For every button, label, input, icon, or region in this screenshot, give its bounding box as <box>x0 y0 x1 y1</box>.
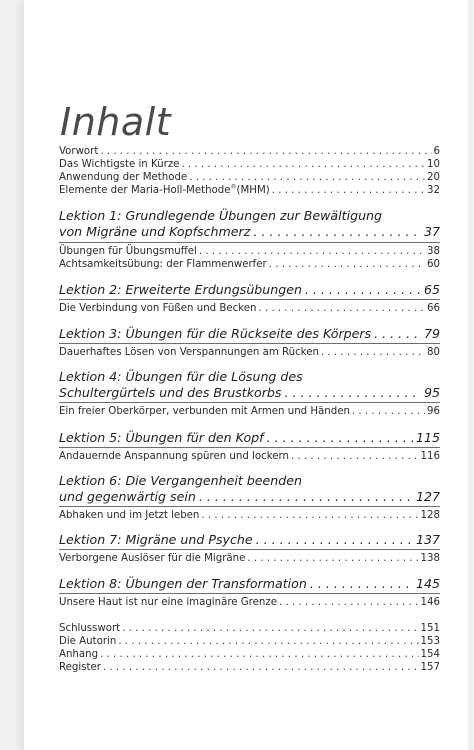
toc-entry-vorwort[interactable] <box>59 145 440 158</box>
dot-leader <box>352 405 425 418</box>
toc-page-number: 80 <box>427 347 440 358</box>
lesson-title-line: Lektion 4: Übungen für die Lösung des <box>59 369 303 384</box>
toc-page-number: 20 <box>427 172 440 183</box>
toc-page-number: 128 <box>420 510 440 521</box>
toc-lesson-8[interactable] <box>59 576 440 592</box>
divider <box>59 343 440 344</box>
dot-leader <box>272 184 425 197</box>
divider <box>59 593 440 594</box>
dot-leader <box>100 145 431 158</box>
toc-entry-label: Schlusswort <box>59 623 121 634</box>
toc-entry-anhang[interactable] <box>59 648 440 661</box>
book-page <box>24 0 468 750</box>
toc-page-number: 96 <box>427 406 440 417</box>
lesson-title: Schultergürtels und des Brustkorbs <box>59 385 282 400</box>
lesson-title: Lektion 8: Übungen der Transformation <box>59 576 307 591</box>
toc-lesson-3[interactable] <box>59 326 440 342</box>
toc-lesson-7[interactable] <box>59 532 440 548</box>
toc-page-number: 116 <box>420 451 440 462</box>
toc-page-number: 6 <box>433 146 440 157</box>
toc-page-number: 10 <box>427 159 440 170</box>
toc-subentry[interactable] <box>59 258 440 271</box>
dot-leader <box>118 635 418 648</box>
toc-page-number: 151 <box>420 623 440 634</box>
lesson-page-number: 79 <box>423 326 440 341</box>
dot-leader <box>103 661 419 674</box>
divider <box>59 242 440 243</box>
lesson-page-number: 37 <box>423 224 440 239</box>
toc-entry-label: Die Autorin <box>59 636 117 647</box>
toc-entry-label: Achtsamkeitsübung: der Flammenwerfer <box>59 259 267 270</box>
toc-entry-anwendung[interactable] <box>59 171 440 184</box>
dot-leader <box>310 576 413 592</box>
lesson-title: Lektion 7: Migräne und Psyche <box>59 532 253 547</box>
toc-entry-label: Vorwort <box>59 146 99 157</box>
toc-page-number: 32 <box>427 185 440 196</box>
toc-subentry[interactable] <box>59 596 440 609</box>
toc-subentry[interactable] <box>59 509 440 522</box>
lesson-title: und gegenwärtig sein <box>59 489 196 504</box>
toc-page-number: 153 <box>420 636 440 647</box>
dot-leader <box>253 224 421 240</box>
dot-leader <box>267 430 413 446</box>
lesson-title: Lektion 2: Erweiterte Erdungsübungen <box>59 282 302 297</box>
toc-lesson-1[interactable] <box>59 208 440 240</box>
lesson-title: Lektion 5: Übungen für den Kopf <box>59 430 264 445</box>
lesson-title: Lektion 3: Übungen für die Rückseite des Körpers <box>59 326 372 341</box>
toc-page-number: 146 <box>420 597 440 608</box>
toc-entry-label: Register <box>59 662 101 673</box>
toc-subentry[interactable] <box>59 346 440 359</box>
dot-leader <box>321 346 425 359</box>
toc-subentry[interactable] <box>59 405 440 418</box>
toc-entry-label: Das Wichtigste in Kürze <box>59 159 180 170</box>
toc-lesson-5[interactable] <box>59 430 440 446</box>
toc-page-number: 38 <box>427 246 440 257</box>
dot-leader <box>259 302 426 315</box>
toc-entry-label: Unsere Haut ist nur eine imaginäre Grenze <box>59 597 277 608</box>
toc-page-number: 154 <box>420 649 440 660</box>
divider <box>59 549 440 550</box>
lesson-title-line: Lektion 6: Die Vergangenheit beenden <box>59 473 302 488</box>
toc-entry-schlusswort[interactable] <box>59 622 440 635</box>
dot-leader <box>189 171 425 184</box>
divider <box>59 402 440 403</box>
dot-leader <box>199 245 425 258</box>
toc-entry-label: Dauerhaftes Lösen von Verspannungen am Rücken <box>59 347 319 358</box>
lesson-page-number: 137 <box>415 532 440 547</box>
toc-entry-label: Anhang <box>59 649 99 660</box>
toc-page-number: 157 <box>420 662 440 673</box>
toc-entry-label: Die Verbindung von Füßen und Becken <box>59 303 257 314</box>
toc-entry-label: Verborgene Auslöser für die Migräne <box>59 553 246 564</box>
toc-page-number: 138 <box>420 553 440 564</box>
toc-lesson-2[interactable] <box>59 282 440 298</box>
toc-entry-label: Andauernde Anspannung spüren und lockern <box>59 451 289 462</box>
dot-leader <box>284 385 421 401</box>
toc-entry-autorin[interactable] <box>59 635 440 648</box>
toc-page-number: 60 <box>427 259 440 270</box>
toc-lesson-4[interactable] <box>59 369 440 401</box>
toc-entry-label: Elemente der Maria-Holl-Methode®(MHM) <box>59 183 270 196</box>
toc-subentry[interactable] <box>59 450 440 463</box>
page-title: Inhalt <box>60 100 172 144</box>
toc-entry-elemente[interactable] <box>59 184 440 197</box>
toc-subentry[interactable] <box>59 302 440 315</box>
divider <box>59 299 440 300</box>
dot-leader <box>305 282 421 298</box>
toc-subentry[interactable] <box>59 245 440 258</box>
dot-leader <box>291 450 419 463</box>
toc-entry-wichtigste[interactable] <box>59 158 440 171</box>
divider <box>59 506 440 507</box>
dot-leader <box>100 648 418 661</box>
lesson-page-number: 145 <box>415 576 440 591</box>
dot-leader <box>201 509 418 522</box>
dot-leader <box>199 489 413 505</box>
toc-page-number: 66 <box>427 303 440 314</box>
lesson-title: von Migräne und Kopfschmerz <box>59 224 251 239</box>
toc-subentry[interactable] <box>59 552 440 565</box>
lesson-title-line: Lektion 1: Grundlegende Übungen zur Bewältigung <box>59 208 383 223</box>
toc-entry-register[interactable] <box>59 661 440 674</box>
dot-leader <box>247 552 418 565</box>
lesson-page-number: 115 <box>415 430 440 445</box>
toc-entry-label: Abhaken und im Jetzt leben <box>59 510 200 521</box>
toc-entry-label: Ein freier Oberkörper, verbunden mit Armen und Händen <box>59 406 350 417</box>
dot-leader <box>122 622 418 635</box>
toc-entry-label: Übungen für Übungsmuffel <box>59 246 197 257</box>
lesson-page-number: 127 <box>415 489 440 504</box>
toc-entry-label: Anwendung der Methode <box>59 172 188 183</box>
lesson-page-number: 95 <box>423 385 440 400</box>
toc-lesson-6[interactable] <box>59 473 440 505</box>
dot-leader <box>269 258 425 271</box>
dot-leader <box>181 158 425 171</box>
lesson-page-number: 65 <box>423 282 440 297</box>
dot-leader <box>374 326 421 342</box>
dot-leader <box>279 596 419 609</box>
dot-leader <box>256 532 413 548</box>
divider <box>59 447 440 448</box>
